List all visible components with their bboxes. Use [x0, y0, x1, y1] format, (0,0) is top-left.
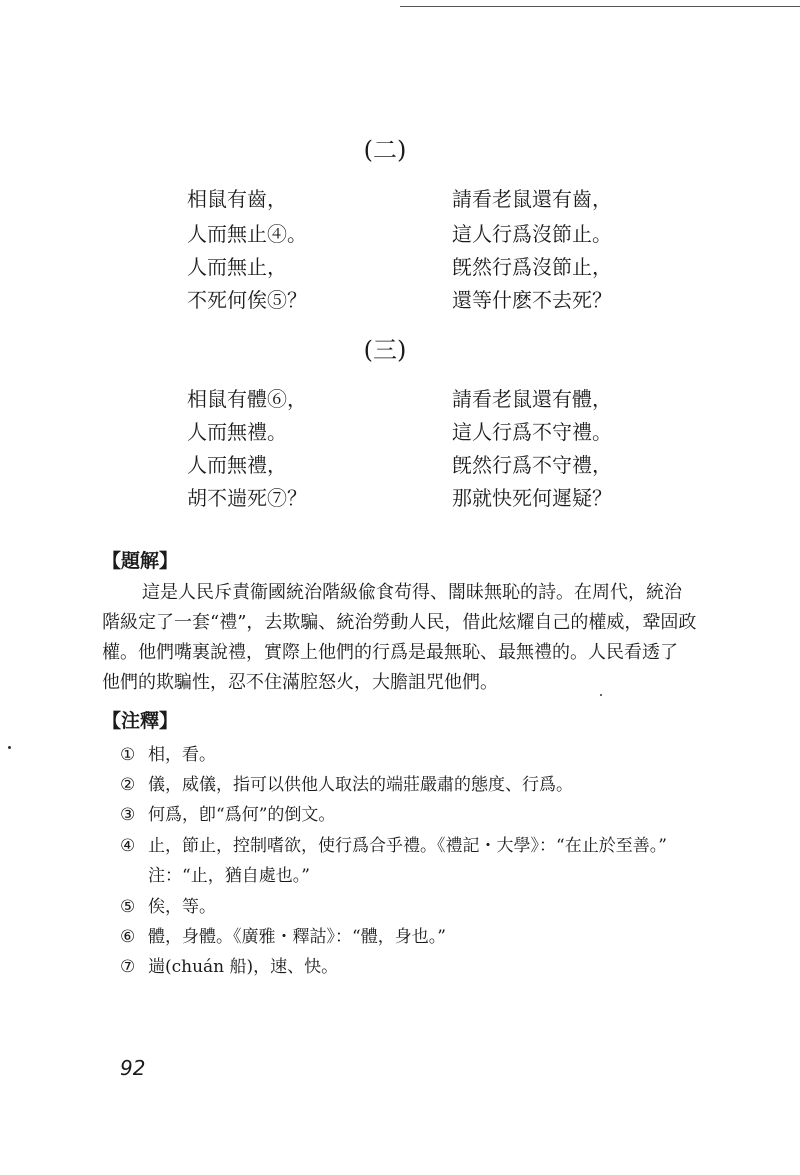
poem-original: 不死何俟⑤？: [187, 288, 307, 312]
note-item: [120, 800, 335, 825]
note-text: 俟，等。: [148, 897, 216, 917]
note-text: 體，身體。《廣雅・釋詁》：“體，身也。”: [148, 927, 446, 947]
poem-line: [0, 383, 800, 419]
analysis-heading: 【題解】: [102, 550, 179, 572]
note-number: ①: [120, 745, 136, 765]
poem-translation: 請看老鼠還有體，: [452, 387, 612, 411]
poem-line: [0, 416, 800, 452]
poem-translation: 還等什麽不去死？: [452, 288, 612, 312]
note-number: ⑥: [120, 927, 136, 947]
poem-translation: 請看老鼠還有齒，: [452, 187, 612, 211]
scan-speck: [600, 694, 602, 696]
note-text: 止，節止，控制嗜欲，使行爲合乎禮。《禮記・大學》：“在止於至善。”: [148, 836, 667, 856]
poem-translation: 旣然行爲不守禮，: [452, 453, 612, 477]
poem-translation: 那就快死何遲疑？: [452, 486, 612, 510]
poem-line: [0, 284, 800, 320]
note-number: ④: [120, 836, 136, 856]
poem-original: 人而無禮。: [187, 420, 287, 444]
section-title-2: (二): [363, 136, 407, 164]
note-item: [120, 952, 338, 977]
poem-original: 相鼠有齒，: [187, 187, 287, 211]
note-text: 相，看。: [148, 745, 216, 765]
poem-translation: 這人行爲不守禮。: [452, 420, 612, 444]
page-number: 92: [120, 1056, 146, 1080]
note-item: [120, 922, 446, 947]
note-continuation: 注：“止，猶自處也。”: [148, 866, 310, 886]
poem-translation: 這人行爲沒節止。: [452, 222, 612, 246]
poem-original: 人而無禮，: [187, 453, 287, 477]
analysis-paragraph: [102, 578, 697, 698]
poem-line: [0, 449, 800, 485]
note-number: ⑤: [120, 897, 136, 917]
note-number: ②: [120, 775, 136, 795]
poem-line: [0, 218, 800, 254]
analysis-line: 權。他們嘴裏說禮，實際上他們的行爲是最無恥、最無禮的。人民看透了: [102, 642, 678, 663]
notes-heading: 【注釋】: [102, 710, 179, 732]
note-item: [120, 892, 216, 917]
top-rule: [400, 6, 800, 7]
analysis-line: 階級定了一套“禮”，去欺騙、統治勞動人民，借此炫耀自己的權威，鞏固政: [102, 612, 697, 633]
note-item: [120, 770, 573, 795]
poem-line: [0, 183, 800, 219]
section-title-3: (三): [363, 336, 407, 364]
note-item: [120, 831, 667, 856]
analysis-line: 這是人民斥責衞國統治階級偸食苟得、闇昧無恥的詩。在周代，統治: [142, 582, 682, 603]
note-item: [120, 740, 216, 765]
poem-translation: 旣然行爲沒節止，: [452, 255, 612, 279]
poem-original: 相鼠有體⑥，: [187, 387, 307, 411]
note-number: ⑦: [120, 957, 136, 977]
poem-original: 胡不遄死⑦？: [187, 486, 307, 510]
analysis-line: 他們的欺騙性，忍不住滿腔怒火，大膽詛咒他們。: [102, 672, 498, 693]
note-text: 遄(chuán 船)，速、快。: [148, 957, 339, 977]
poem-original: 人而無止，: [187, 255, 287, 279]
note-number: ③: [120, 805, 136, 825]
poem-line: [0, 251, 800, 287]
note-text: 儀，威儀，指可以供他人取法的端莊嚴肅的態度、行爲。: [148, 775, 573, 795]
poem-original: 人而無止④。: [187, 222, 307, 246]
scan-speck: [8, 746, 11, 749]
note-text: 何爲，卽“爲何”的倒文。: [148, 805, 336, 825]
poem-line: [0, 482, 800, 518]
